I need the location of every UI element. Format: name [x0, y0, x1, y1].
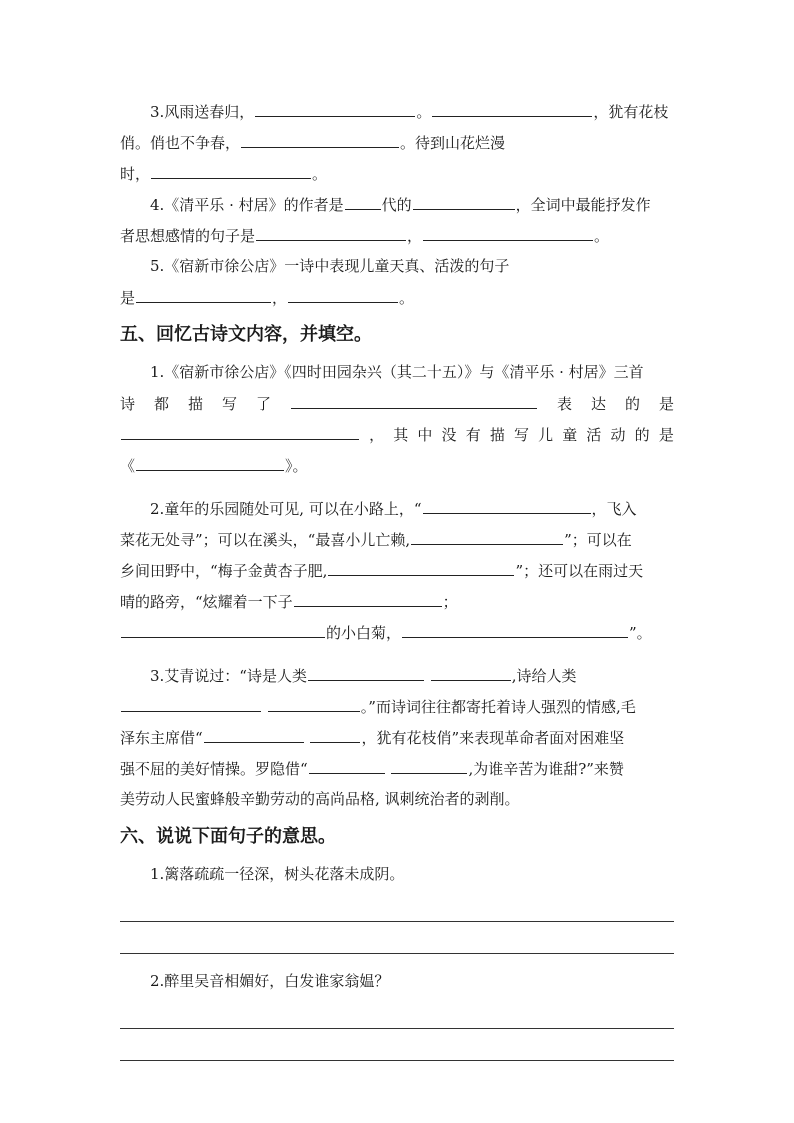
text: 乡间田野中，“梅子金黄杏子肥, — [120, 562, 328, 580]
q4-item5-line1 — [120, 251, 674, 282]
s5-item2-line2 — [120, 524, 674, 555]
text: 》。 — [285, 457, 308, 475]
text: 3.艾青说过：“诗是人类 — [150, 667, 307, 685]
text: 菜花无处寻”；可以在溪头，“最喜小儿亡赖, — [120, 531, 411, 549]
text: 晴的路旁，“炫耀着一下子 — [120, 593, 293, 611]
blank[interactable] — [136, 282, 271, 303]
blank[interactable] — [411, 524, 563, 545]
char: 了 — [256, 395, 272, 413]
text: 强不屈的美好情操。罗隐借“ — [120, 760, 308, 778]
text: ，犹有花枝 — [593, 103, 669, 121]
blank[interactable] — [241, 127, 399, 148]
char: 活 — [586, 426, 602, 444]
text: 4.《清平乐 · 村居》的作者是 — [150, 196, 344, 214]
text: 代的 — [381, 196, 412, 214]
text: ,为谁辛苦为谁甜?”来赞 — [468, 760, 624, 778]
text: ， — [272, 289, 288, 307]
text: ，飞入 — [591, 500, 637, 518]
char: 是 — [658, 395, 674, 413]
blank[interactable] — [291, 388, 537, 409]
blank[interactable] — [151, 158, 311, 179]
char: 儿 — [538, 426, 554, 444]
text: 。待到山花烂漫 — [400, 134, 506, 152]
blank[interactable] — [255, 96, 415, 117]
char: 描 — [489, 426, 505, 444]
q4-item4-line1 — [120, 189, 674, 220]
blank[interactable] — [308, 660, 424, 681]
char: 童 — [562, 426, 578, 444]
answer-line[interactable] — [120, 890, 674, 922]
blank[interactable] — [268, 691, 360, 712]
char: 表 — [556, 395, 572, 413]
char: 达 — [590, 395, 606, 413]
blank[interactable] — [345, 189, 381, 210]
text: 1.《宿新市徐公店》《四时田园杂兴（其二十五）》与《清平乐 · 村居》三首 — [150, 363, 644, 381]
s5-item1-line2 — [120, 388, 674, 419]
blank[interactable] — [309, 753, 385, 774]
char: ， — [369, 426, 385, 444]
char: 是 — [658, 426, 674, 444]
char: 的 — [624, 395, 640, 413]
blank[interactable] — [288, 282, 398, 303]
s5-item3-line4 — [120, 753, 674, 784]
s5-item1-line1 — [120, 357, 674, 388]
blank[interactable] — [328, 555, 514, 576]
q4-item3-line2 — [120, 127, 674, 158]
answer-line[interactable] — [120, 997, 674, 1029]
text: 俏。俏也不争春， — [120, 134, 241, 152]
text: ， — [407, 227, 423, 245]
answer-line[interactable] — [120, 922, 674, 954]
blank[interactable] — [431, 660, 511, 681]
blank[interactable] — [121, 419, 359, 440]
blank[interactable] — [121, 691, 261, 712]
section5-title: 五、回忆古诗文内容，并填空。 — [120, 324, 372, 345]
char: 中 — [417, 426, 433, 444]
text: 5.《宿新市徐公店》一诗中表现儿童天真、活泼的句子 — [150, 257, 510, 275]
char: 写 — [222, 395, 238, 413]
s5-item3-line1 — [120, 660, 674, 691]
text: ，犹有花枝俏”来表现革命者面对困难坚 — [361, 729, 625, 747]
s5-item2-line1 — [120, 493, 674, 524]
char: 写 — [513, 426, 529, 444]
text: 时， — [120, 165, 151, 183]
s5-item3-line3 — [120, 722, 674, 753]
char: 诗 — [120, 395, 136, 413]
s5-item2-line3 — [120, 555, 674, 586]
text: 。 — [312, 165, 328, 183]
blank[interactable] — [423, 493, 591, 514]
text: 2.童年的乐园随处可见, 可以在小路上，“ — [150, 500, 422, 518]
text: 。 — [399, 289, 415, 307]
q4-item3-line3 — [120, 158, 674, 189]
blank[interactable] — [310, 722, 360, 743]
text: 美劳动人民蜜蜂般辛勤劳动的高尚品格, 讽刺统治者的剥削。 — [120, 790, 520, 808]
text: ,诗给人类 — [511, 667, 577, 685]
s6-item2: 2.醉里吴音相媚好，白发谁家翁媪？ — [150, 972, 390, 990]
q4-item4-line2 — [120, 220, 674, 251]
text: ； — [442, 593, 458, 611]
s5-item1-line4 — [120, 450, 674, 481]
text: 者思想感情的句子是 — [120, 227, 256, 245]
s5-item2-line4 — [120, 586, 674, 617]
blank[interactable] — [402, 617, 628, 638]
text: ”。 — [629, 624, 652, 642]
text: 泽东主席借“ — [120, 729, 203, 747]
q4-item5-line2 — [120, 282, 674, 313]
text: 3.风雨送春归， — [150, 103, 255, 121]
text: 是 — [120, 289, 136, 307]
s6-item1: 1.篱落疏疏一径深，树头花落未成阴。 — [150, 865, 405, 883]
blank[interactable] — [204, 722, 304, 743]
char: 都 — [154, 395, 170, 413]
char: 没 — [441, 426, 457, 444]
text: 。 — [416, 103, 432, 121]
text: 。”而诗词往往都寄托着诗人强烈的情感,毛 — [360, 698, 636, 716]
text: 的小白菊， — [326, 624, 402, 642]
char: 其 — [393, 426, 409, 444]
blank[interactable] — [256, 220, 406, 241]
s5-item2-line5 — [120, 617, 674, 648]
blank[interactable] — [423, 220, 593, 241]
text: 《 — [120, 457, 136, 475]
s5-item3-line2 — [120, 691, 674, 722]
answer-line[interactable] — [120, 1029, 674, 1061]
section6-title: 六、说说下面句子的意思。 — [120, 826, 336, 847]
blank[interactable] — [413, 189, 515, 210]
s5-item1-line3 — [120, 419, 674, 450]
blank[interactable] — [432, 96, 592, 117]
worksheet-page — [120, 96, 674, 1061]
blank[interactable] — [136, 450, 284, 471]
blank[interactable] — [391, 753, 467, 774]
char: 的 — [634, 426, 650, 444]
blank[interactable] — [121, 617, 325, 638]
char: 有 — [465, 426, 481, 444]
char: 动 — [610, 426, 626, 444]
text: ”；还可以在雨过天 — [515, 562, 644, 580]
q4-item3-line1 — [120, 96, 674, 127]
s5-item3-line5 — [120, 784, 674, 815]
char: 描 — [188, 395, 204, 413]
text: ”；可以在 — [564, 531, 632, 549]
text: ，全词中最能抒发作 — [515, 196, 651, 214]
blank[interactable] — [294, 586, 442, 607]
text: 。 — [594, 227, 610, 245]
